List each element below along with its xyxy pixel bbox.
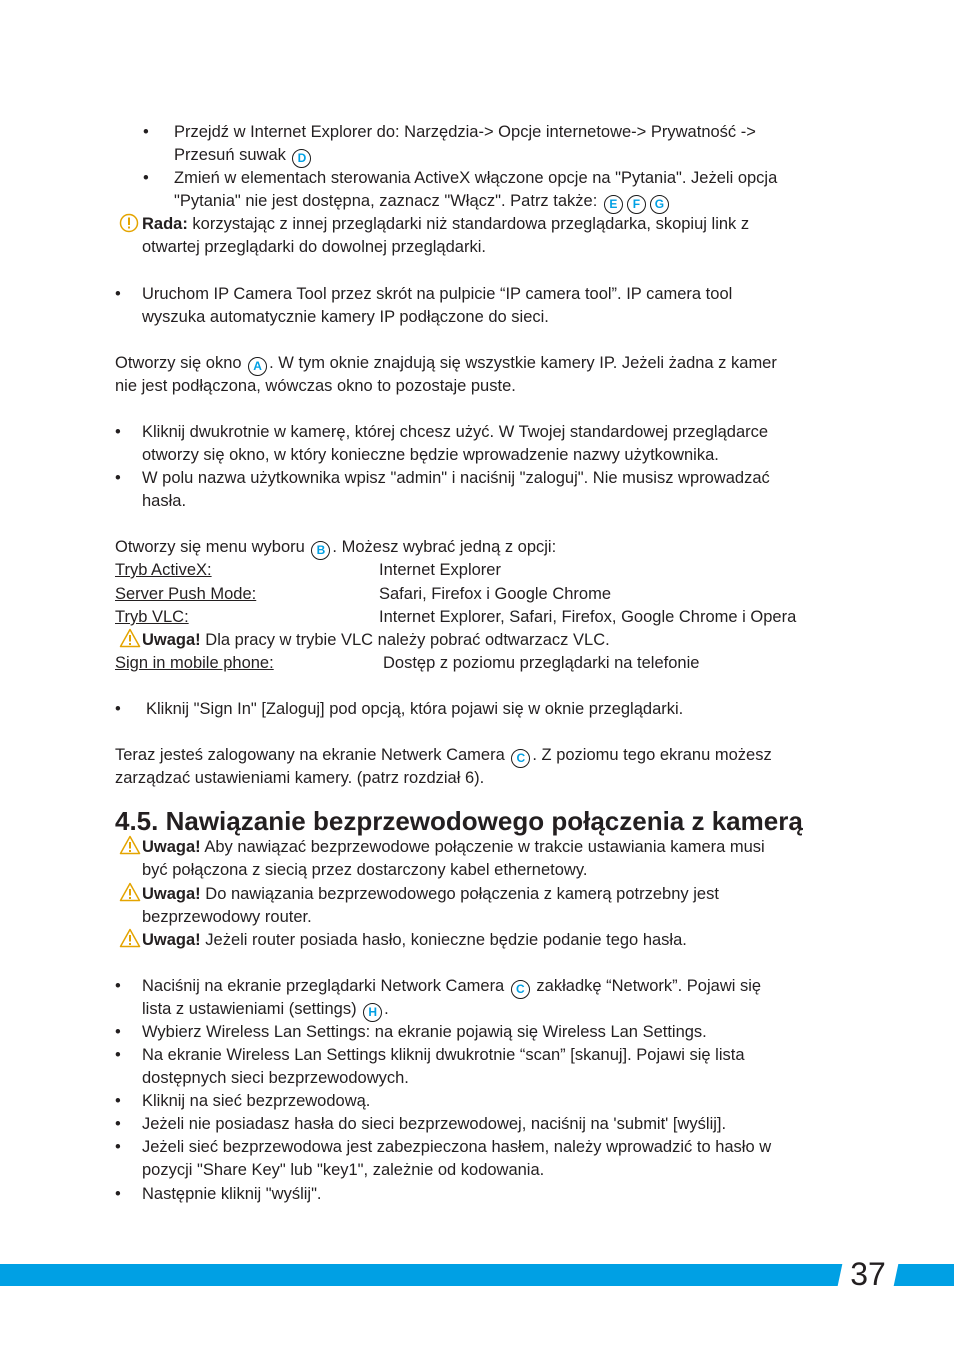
text-line: Naciśnij na ekranie przeglądarki Network Camera C zakładkę “Network”. Pojawi się (142, 975, 761, 999)
section-heading: 4.5. Nawiązanie bezprzewodowego połączenia z kamerą (115, 806, 803, 836)
text-line: pozycji "Share Key" lub "key1", zależnie od kodowania. (142, 1161, 545, 1179)
warning-line: Uwaga! Dla pracy w trybie VLC należy pobrać odtwarzacz VLC. (142, 631, 610, 649)
text-line: hasła. (142, 492, 187, 510)
bullet: • (115, 1185, 121, 1203)
text-line: Kliknij "Sign In" [Zaloguj] pod opcją, która pojawi się w oknie przeglądarki. (146, 700, 684, 718)
warning-icon (119, 835, 141, 855)
text-line: wyszuka automatycznie kamery IP podłączone do sieci. (142, 308, 549, 326)
info-icon (119, 213, 139, 233)
text-line: nie jest podłączona, wówczas okno to pozostaje puste. (115, 377, 516, 395)
footer-bar (0, 1264, 954, 1286)
badge-b: B (311, 541, 330, 560)
text-line: otworzy się okno, w który konieczne będzie wprowadzenie nazwy użytkownika. (142, 446, 719, 464)
badge-a: A (248, 357, 267, 376)
bullet: • (143, 169, 149, 187)
badge-c: C (511, 980, 530, 999)
warning-line: Uwaga! Jeżeli router posiada hasło, konieczne będzie podanie tego hasła. (142, 931, 687, 949)
text-line: W polu nazwa użytkownika wpisz "admin" i naciśnij "zaloguj". Nie musisz wprowadzać (142, 469, 770, 487)
bullet: • (115, 977, 121, 995)
mode-value: Safari, Firefox i Google Chrome (379, 585, 612, 603)
bullet: • (115, 469, 121, 487)
badge-d: D (292, 149, 311, 168)
bullet: • (115, 1138, 121, 1156)
bullet: • (115, 1046, 121, 1064)
text-line: Następnie kliknij "wyślij". (142, 1185, 322, 1203)
badge-c: C (511, 749, 530, 768)
bullet: • (115, 700, 121, 718)
bullet: • (115, 285, 121, 303)
mode-label: Tryb VLC: (115, 608, 189, 626)
text-line: zarządzać ustawieniami kamery. (patrz rozdział 6). (115, 769, 485, 787)
text-line: Kliknij dwukrotnie w kamerę, której chcesz użyć. W Twojej standardowej przeglądarce (142, 423, 769, 441)
bullet: • (115, 1023, 121, 1041)
text-line: Jeżeli sieć bezprzewodowa jest zabezpieczona hasłem, należy wprowadzić to hasło w (142, 1138, 772, 1156)
tip-label: Rada: (142, 215, 188, 233)
mode-value: Internet Explorer (379, 561, 501, 579)
bullet: • (115, 423, 121, 441)
text-line: Przejdź w Internet Explorer do: Narzędzia-> Opcje internetowe-> Prywatność -> (174, 123, 756, 141)
text-line: Wybierz Wireless Lan Settings: na ekranie pojawią się Wireless Lan Settings. (142, 1023, 707, 1041)
text-line: Kliknij na sieć bezprzewodową. (142, 1092, 371, 1110)
bullet: • (143, 123, 149, 141)
text-line: Jeżeli nie posiadasz hasła do sieci bezprzewodowej, naciśnij na 'submit' [wyślij]. (142, 1115, 727, 1133)
text-line: Otworzy się okno A . W tym oknie znajdują się wszystkie kamery IP. Jeżeli żadna z kamer (115, 352, 777, 376)
text-line: lista z ustawieniami (settings) H . (142, 998, 389, 1022)
bullet: • (115, 1115, 121, 1133)
warning-icon (119, 882, 141, 902)
text-line: "Pytania" nie jest dostępna, zaznacz "Włącz". Patrz także: E F G (174, 190, 671, 214)
bullet: • (115, 1092, 121, 1110)
text-line: dostępnych sieci bezprzewodowych. (142, 1069, 409, 1087)
badge-g: G (650, 195, 669, 214)
text-line: Zmień w elementach sterowania ActiveX włączone opcje na "Pytania". Jeżeli opcja (174, 169, 778, 187)
text-line: Na ekranie Wireless Lan Settings kliknij dwukrotnie “scan” [skanuj]. Pojawi się lista (142, 1046, 745, 1064)
mode-value: Dostęp z poziomu przeglądarki na telefonie (383, 654, 700, 672)
mode-value: Internet Explorer, Safari, Firefox, Google Chrome i Opera (379, 608, 797, 626)
badge-f: F (627, 195, 646, 214)
mode-label: Server Push Mode: (115, 585, 257, 603)
page-number: 37 (850, 1256, 886, 1292)
tip-line: Rada: korzystając z innej przeglądarki niż standardowa przeglądarka, skopiuj link z (142, 215, 750, 233)
text-line: otwartej przeglądarki do dowolnej przeglądarki. (142, 238, 486, 256)
warning-line: Uwaga! Aby nawiązać bezprzewodowe połączenie w trakcie ustawiania kamera musi (142, 838, 765, 856)
mode-label: Tryb ActiveX: (115, 561, 212, 579)
text-line: bezprzewodowy router. (142, 908, 312, 926)
text-line: Teraz jesteś zalogowany na ekranie Netwerk Camera C . Z poziomu tego ekranu możesz (115, 744, 772, 768)
text-line: Otworzy się menu wyboru B . Możesz wybrać jedną z opcji: (115, 536, 556, 560)
warning-icon (119, 628, 141, 648)
mode-label: Sign in mobile phone: (115, 654, 274, 672)
badge-h: H (363, 1003, 382, 1022)
badge-e: E (604, 195, 623, 214)
warning-icon (119, 928, 141, 948)
text-line: Przesuń suwak D (174, 144, 313, 168)
text-line: być połączona z siecią przez dostarczony kabel ethernetowy. (142, 861, 588, 879)
text-line: Uruchom IP Camera Tool przez skrót na pulpicie “IP camera tool”. IP camera tool (142, 285, 733, 303)
warning-line: Uwaga! Do nawiązania bezprzewodowego połączenia z kamerą potrzebny jest (142, 885, 719, 903)
